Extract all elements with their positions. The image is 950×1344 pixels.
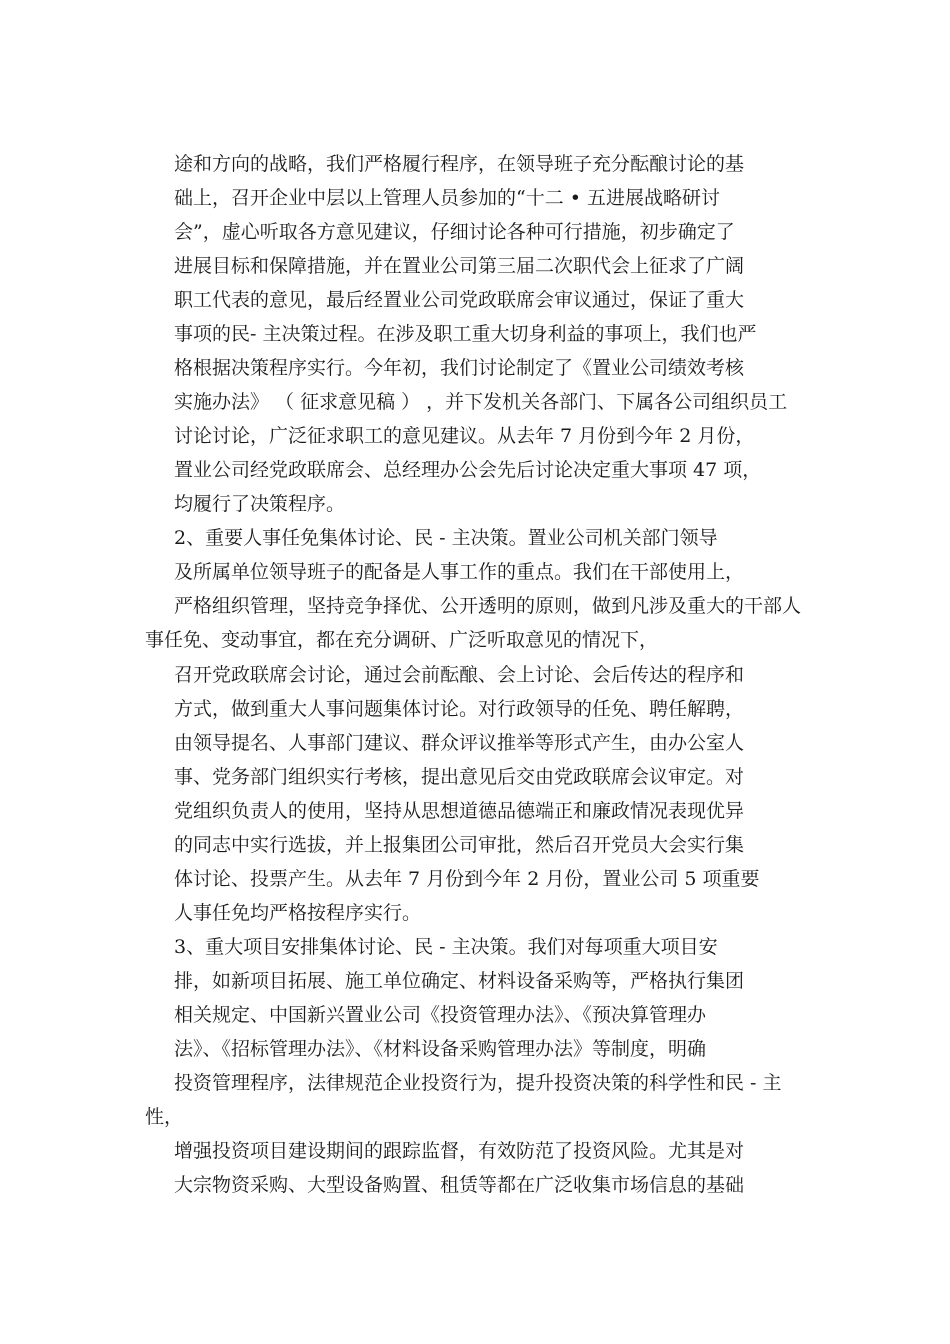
text-line: 排，如新项目拓展、施工单位确定、材料设备采购等，严格执行集团 <box>174 970 745 992</box>
text-line: 职工代表的意见，最后经置业公司党政联席会审议通过，保证了重大 <box>174 289 745 311</box>
text-line: 体讨论、投票产生。从去年 7 月份到今年 2 月份，置业公司 5 项重要 <box>174 868 760 890</box>
text-line: 党组织负责人的使用，坚持从思想道德品德端正和廉政情况表现优异 <box>174 800 745 822</box>
text-line: 由领导提名、人事部门建议、群众评议推举等形式产生，由办公室人 <box>174 732 745 754</box>
text-line: 途和方向的战略，我们严格履行程序，在领导班子充分酝酿讨论的基 <box>174 153 745 175</box>
text-line: 均履行了决策程序。 <box>174 493 346 515</box>
text-line: 讨论讨论，广泛征求职工的意见建议。从去年 7 月份到今年 2 月份， <box>174 425 755 447</box>
text-line: 严格组织管理，坚持竞争择优、公开透明的原则，做到凡涉及重大的干部人 <box>174 595 802 617</box>
text-line: 召开党政联席会讨论，通过会前酝酿、会上讨论、会后传达的程序和 <box>174 664 745 686</box>
text-line: 相关规定、中国新兴置业公司《投资管理办法》、《预决算管理办 <box>174 1004 707 1026</box>
text-line: 实施办法》 （ 征求意见稿 ） ，并下发机关各部门、下属各公司组织员工 <box>174 391 788 413</box>
text-line: 性， <box>145 1106 184 1128</box>
text-line: 置业公司经党政联席会、总经理办公会先后讨论决定重大事项 47 项， <box>174 459 762 481</box>
text-line: 础上，召开企业中层以上管理人员参加的“十二 • 五进展战略研讨 <box>174 187 721 209</box>
text-line: 进展目标和保障措施，并在置业公司第三届二次职代会上征求了广阔 <box>174 255 745 277</box>
text-line: 事项的民- 主决策过程。在涉及职工重大切身利益的事项上，我们也严 <box>174 323 757 345</box>
text-line: 3、重大项目安排集体讨论、民 - 主决策。我们对每项重大项目安 <box>174 936 718 958</box>
text-line: 的同志中实行选拔，并上报集团公司审批，然后召开党员大会实行集 <box>174 834 745 856</box>
text-line: 人事任免均严格按程序实行。 <box>174 902 422 924</box>
text-line: 及所属单位领导班子的配备是人事工作的重点。我们在干部使用上， <box>174 561 745 583</box>
text-line: 会”，虚心听取各方意见建议，仔细讨论各种可行措施，初步确定了 <box>174 221 735 243</box>
text-line: 法》、《招标管理办法》、《材料设备采购管理办法》等制度，明确 <box>174 1038 707 1060</box>
text-line: 方式，做到重大人事问题集体讨论。对行政领导的任免、聘任解聘， <box>174 698 745 720</box>
text-line: 事任免、变动事宜，都在充分调研、广泛听取意见的情况下， <box>145 629 659 651</box>
text-line: 投资管理程序，法律规范企业投资行为，提升投资决策的科学性和民 - 主 <box>174 1072 782 1094</box>
text-line: 大宗物资采购、大型设备购置、租赁等都在广泛收集市场信息的基础 <box>174 1174 745 1196</box>
text-line: 2、重要人事任免集体讨论、民 - 主决策。置业公司机关部门领导 <box>174 527 718 549</box>
text-line: 事、党务部门组织实行考核，提出意见后交由党政联席会议审定。对 <box>174 766 745 788</box>
text-line: 增强投资项目建设期间的跟踪监督，有效防范了投资风险。尤其是对 <box>174 1140 745 1162</box>
text-line: 格根据决策程序实行。今年初，我们讨论制定了《置业公司绩效考核 <box>174 357 745 379</box>
